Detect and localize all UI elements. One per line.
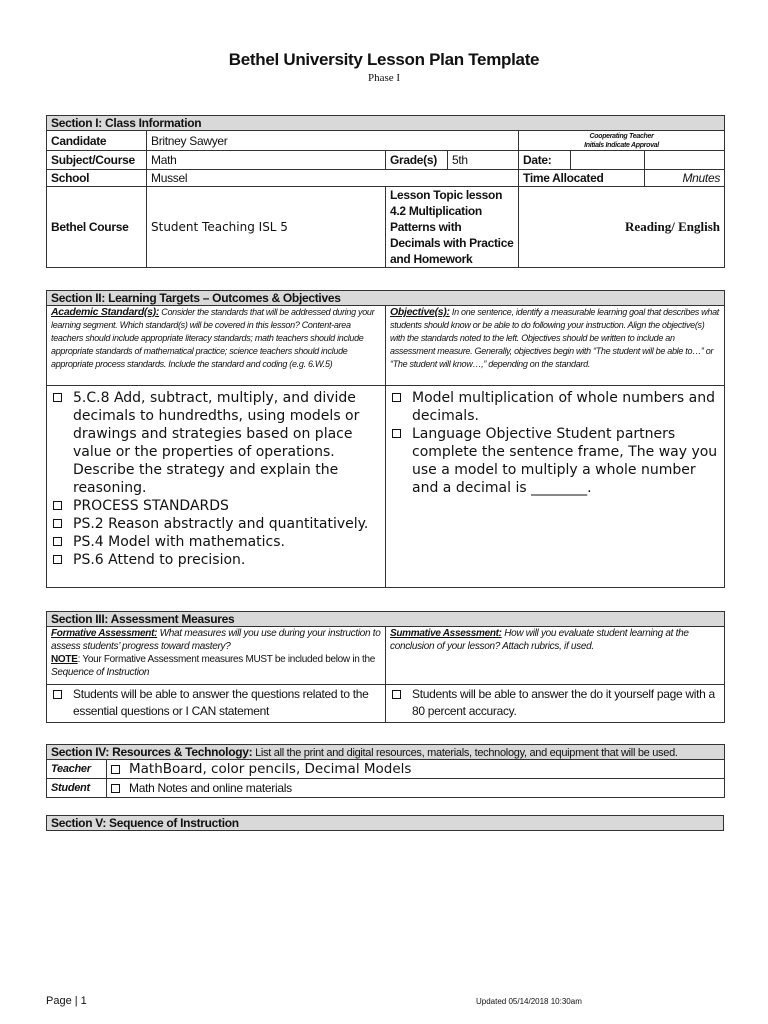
subject-value: Math: [147, 151, 386, 170]
checkbox-icon[interactable]: [53, 393, 62, 402]
student-label: Student: [47, 779, 107, 798]
checkbox-icon[interactable]: [53, 555, 62, 564]
time-allocated-label: Time Allocated: [519, 170, 645, 187]
standards-list: [51, 389, 381, 569]
page-number: Page | 1: [46, 995, 87, 1007]
date-extra-cell: [645, 151, 725, 170]
summative-item: Students will be able to answer the do it yourself page with a 80 percent accuracy.: [412, 687, 715, 718]
formative-prompt: What measures will you use during your instruction to assess students’ progress toward mastery?: [51, 628, 381, 652]
checkbox-icon[interactable]: [53, 501, 62, 510]
school-label: School: [47, 170, 147, 187]
list-item: Language Objective Student partners complete the sentence frame, The way you use a model to multiply a whole number and a decimal is ________.: [390, 425, 720, 497]
formative-item-cell: [47, 685, 386, 723]
list-item: PS.4 Model with mathematics.: [51, 533, 381, 551]
section-3-table: [46, 611, 725, 723]
student-value-cell: [107, 779, 725, 798]
section-5-heading: Section V: Sequence of Instruction: [47, 816, 724, 831]
teacher-value-cell: [107, 760, 725, 779]
checkbox-icon[interactable]: [392, 690, 401, 699]
list-item: PS.2 Reason abstractly and quantitatively.: [51, 515, 381, 533]
standards-label: Academic Standard(s):: [51, 306, 160, 318]
section-4-heading: Section IV: Resources & Technology:: [51, 745, 253, 759]
bethel-course-value: Student Teaching ISL 5: [147, 187, 386, 268]
section-2-table: [46, 290, 725, 588]
checkbox-icon[interactable]: [53, 690, 62, 699]
document-title: Bethel University Lesson Plan Template: [228, 50, 540, 69]
document-subtitle: Phase I: [367, 72, 401, 84]
objectives-prompt-cell: [386, 306, 725, 386]
section-5-table: [46, 815, 724, 831]
section-1-table: [46, 115, 725, 268]
section-4-heading-cell: [47, 745, 725, 760]
cooperating-note-line1: Cooperating Teacher: [589, 132, 654, 140]
grade-label: Grade(s): [386, 151, 448, 170]
summative-prompt: How will you evaluate student learning at the conclusion of your lesson? Attach rubrics, if used.: [390, 628, 689, 652]
standards-prompt: Consider the standards that will be addressed during your learning segment. Which standard(s) will be covered in this lesson? Content-area teachers should include appropriate literacy standards; math teachers should include appropriate standards of mathematical practice; science teachers should include appropriate process standards. Include the standard and coding (e.g. 6.W.5): [51, 307, 375, 369]
minutes-label: Mnutes: [645, 170, 725, 187]
list-item: PROCESS STANDARDS: [51, 497, 381, 515]
list-item: [51, 686, 381, 720]
cooperating-teacher-note: [519, 131, 725, 151]
candidate-label: Candidate: [47, 131, 147, 151]
note-text: : Your Formative Assessment measures MUST be included below in the: [77, 654, 375, 665]
formative-label: Formative Assessment:: [51, 628, 158, 639]
updated-stamp: Updated 05/14/2018 10:30am: [476, 997, 582, 1006]
list-item: Model multiplication of whole numbers and decimals.: [390, 389, 720, 425]
checkbox-icon[interactable]: [111, 765, 120, 774]
candidate-value: Britney Sawyer: [147, 131, 519, 151]
formative-prompt-cell: [47, 627, 386, 685]
summative-prompt-cell: [386, 627, 725, 685]
list-item: PS.6 Attend to precision.: [51, 551, 381, 569]
bethel-course-label: Bethel Course: [47, 187, 147, 268]
school-value: Mussel: [147, 170, 519, 187]
section-1-heading: Section I: Class Information: [47, 116, 725, 131]
checkbox-icon[interactable]: [111, 784, 120, 793]
standards-prompt-cell: [47, 306, 386, 386]
checkbox-icon[interactable]: [392, 429, 401, 438]
teacher-label: Teacher: [47, 760, 107, 779]
student-value: Math Notes and online materials: [129, 781, 292, 795]
summative-label: Summative Assessment:: [390, 628, 502, 639]
objectives-label: Objective(s):: [390, 306, 450, 318]
objectives-prompt: In one sentence, identify a measurable learning goal that describes what students should know or be able to do following your instruction. Align the objective(s) with the standards noted to the left. Objectives should be written to include an assessment measure. Generally, objectives begin with “The student will be able to…” or “The student will know…,” depending on the standard.: [390, 307, 719, 369]
grade-value: 5th: [448, 151, 519, 170]
date-field[interactable]: [571, 151, 645, 170]
list-item: [390, 686, 720, 720]
date-label: Date:: [519, 151, 571, 170]
section-2-heading: Section II: Learning Targets – Outcomes & Objectives: [47, 291, 725, 306]
reading-english: Reading/ English: [519, 187, 725, 268]
formative-item: Students will be able to answer the questions related to the essential questions or I CAN statement: [73, 687, 369, 718]
section-4-heading-desc: List all the print and digital resources, materials, technology, and equipment that will be used.: [252, 747, 678, 759]
objectives-list: [390, 389, 720, 497]
section-3-heading: Section III: Assessment Measures: [47, 612, 725, 627]
subject-label: Subject/Course: [47, 151, 147, 170]
objectives-list-cell: [386, 386, 725, 588]
summative-item-cell: [386, 685, 725, 723]
lesson-topic: Lesson Topic lesson 4.2 Multiplication Patterns with Decimals with Practice and Homework: [386, 187, 519, 268]
section-4-table: [46, 744, 725, 798]
checkbox-icon[interactable]: [53, 537, 62, 546]
note-label: NOTE: [51, 654, 78, 665]
note-italic: Sequence of Instruction: [51, 667, 150, 678]
checkbox-icon[interactable]: [392, 393, 401, 402]
teacher-value: MathBoard, color pencils, Decimal Models: [129, 761, 412, 777]
standards-list-cell: [47, 386, 386, 588]
checkbox-icon[interactable]: [53, 519, 62, 528]
cooperating-note-line2: Initials Indicate Approval: [584, 141, 659, 149]
list-item: 5.C.8 Add, subtract, multiply, and divide decimals to hundredths, using models or drawings and strategies based on place value or the properties of operations. Describe the strategy and explain the reasoning.: [51, 389, 381, 497]
